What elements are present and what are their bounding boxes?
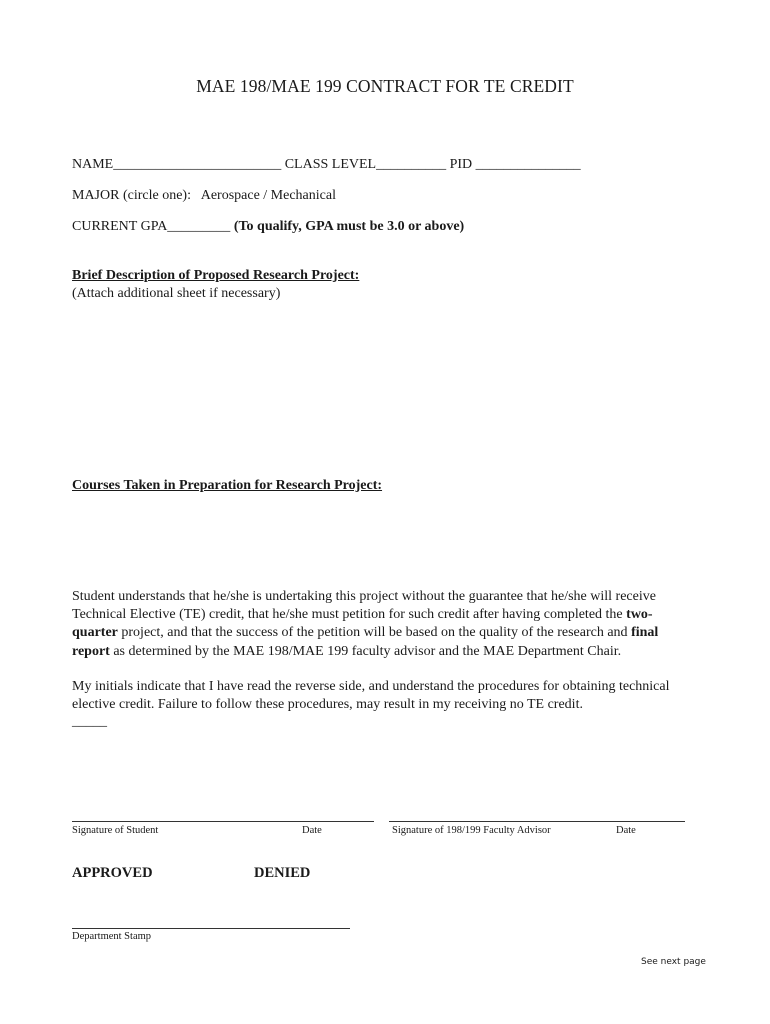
advisor-signature-label: Signature of 198/199 Faculty Advisor [392,825,551,836]
final-report-emphasis: final report [72,625,659,659]
major-line [72,188,336,204]
department-stamp-label: Department Stamp [72,931,152,942]
student-signature-line[interactable] [72,821,374,822]
two-quarter-emphasis: two-quarter [72,607,653,641]
name-class-pid-line[interactable]: NAME________________________ CLASS LEVEL__________ PID _______________ [72,157,581,172]
gpa-requirement-note: (To qualify, GPA must be 3.0 or above) [233,219,465,234]
major-options[interactable]: Aerospace / Mechanical [200,188,336,203]
agreement-paragraph: Student understands that he/she is undertaking this project without the guarantee that he/she will receive Technical Elective (TE) credit, that he/she must petition for such credit after having completed the two-quarter project, and that the success of the petition will be based on the quality of the research and final report as determined by the MAE 198/MAE 199 faculty advisor and the MAE Department Chair. [72,589,659,659]
denied-label[interactable]: DENIED [254,865,311,881]
approved-label[interactable]: APPROVED [72,865,153,881]
advisor-date-label: Date [616,825,636,836]
initials-blank[interactable]: _____ [72,714,107,729]
page-title: MAE 198/MAE 199 CONTRACT FOR TE CREDIT [196,76,574,96]
student-date-label: Date [302,825,322,836]
initials-paragraph: My initials indicate that I have read the reverse side, and understand the procedures for obtaining technical elective credit. Failure to follow these procedures, may result in my receiving no TE credit. [72,679,670,713]
see-next-page-note: See next page [641,957,706,967]
description-heading: Brief Description of Proposed Research Project: [72,268,360,283]
courses-heading: Courses Taken in Preparation for Research Project: [72,478,383,493]
student-signature-label: Signature of Student [72,825,159,836]
major-label: MAJOR (circle one): [72,188,191,203]
description-note: (Attach additional sheet if necessary) [72,286,281,301]
department-stamp-line[interactable] [72,928,350,929]
gpa-field[interactable]: CURRENT GPA_________ [72,219,231,234]
gpa-line [72,219,464,235]
advisor-signature-line[interactable] [389,821,685,822]
